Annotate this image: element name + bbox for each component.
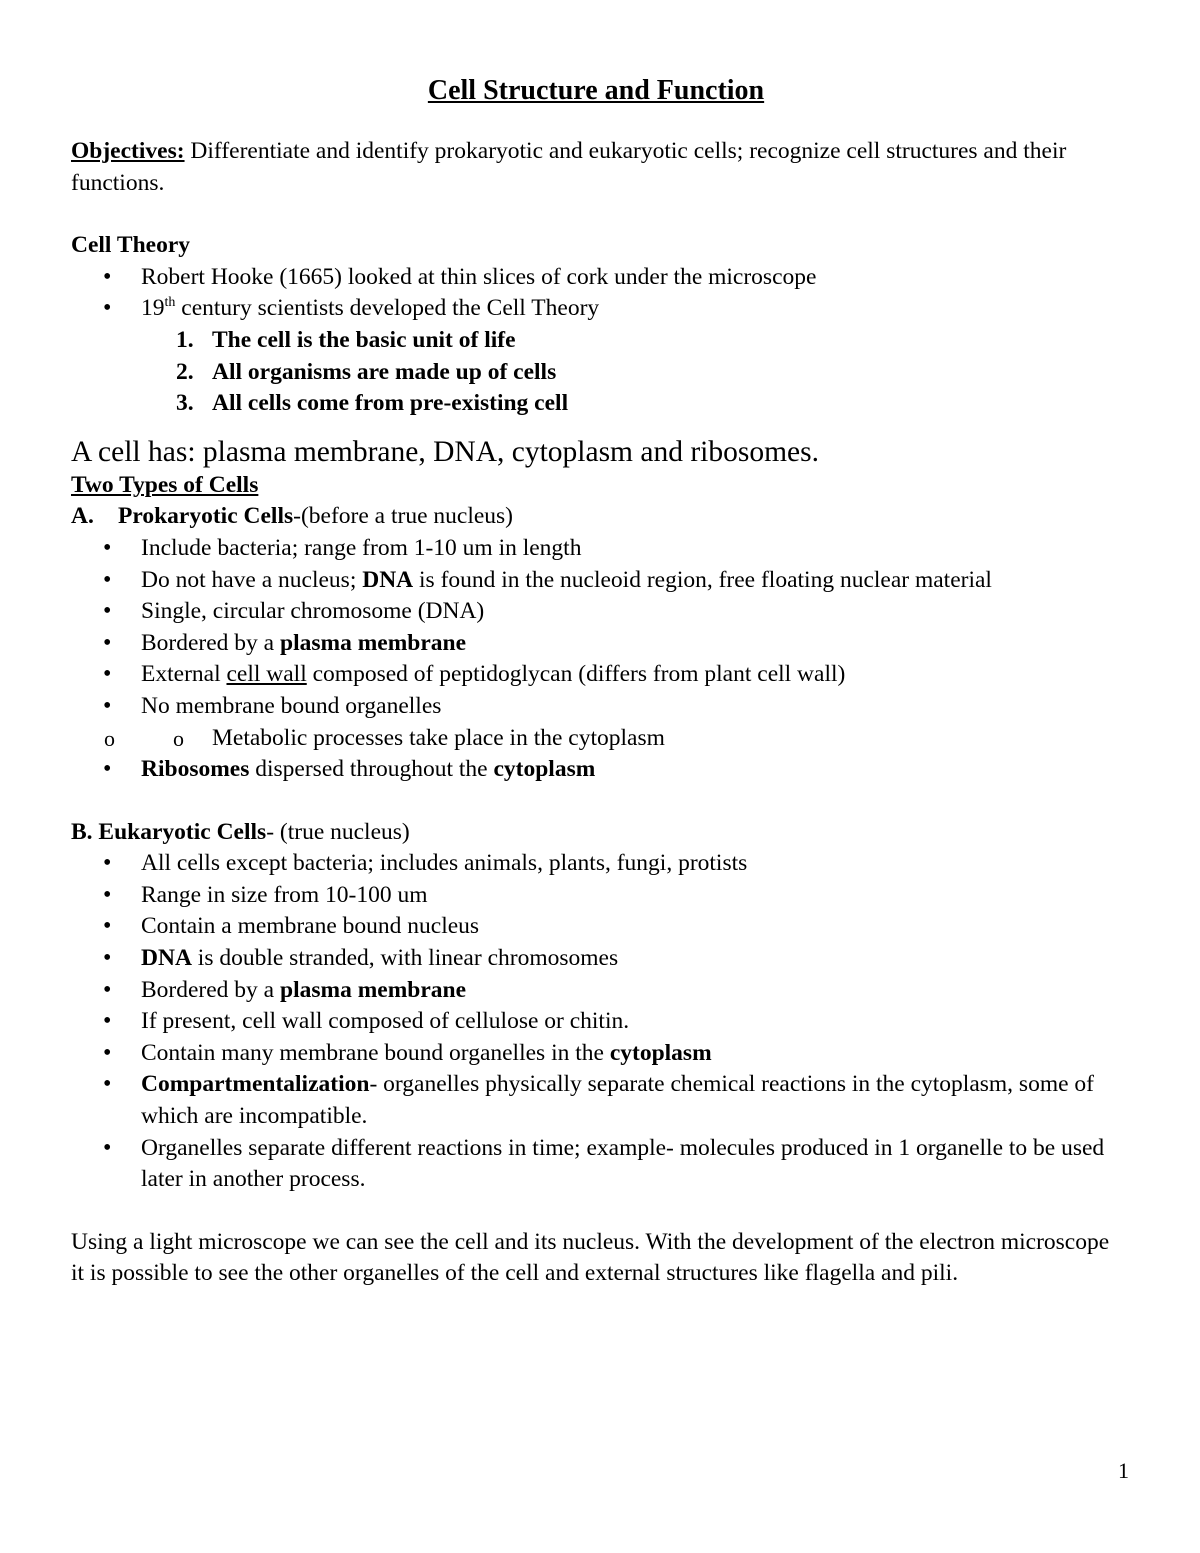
eukaryotic-bullets — [71, 848, 1121, 1196]
list-item: 1. The cell is the basic unit of life — [176, 326, 516, 353]
list-item: • All cells except bacteria; includes animals, plants, fungi, protists — [71, 848, 1121, 880]
eukaryotic-heading: B. Eukaryotic Cells- (true nucleus) — [71, 818, 410, 845]
list-item: • Bordered by a plasma membrane — [71, 628, 1121, 660]
objectives-text: Differentiate and identify prokaryotic and eukaryotic cells; recognize cell structures and their functions. — [71, 138, 1067, 196]
list-item: • No membrane bound organelles o o Metabolic processes take place in the cytoplasm — [71, 691, 1121, 754]
objectives-paragraph — [71, 136, 1121, 199]
list-item: • Compartmentalization- organelles physically separate chemical reactions in the cytoplasm, some of which are incompatible. — [71, 1069, 1121, 1132]
sub-list — [71, 723, 1121, 755]
cell-has-heading: A cell has: plasma membrane, DNA, cytoplasm and ribosomes. — [71, 435, 819, 468]
list-item: • Single, circular chromosome (DNA) — [71, 596, 1121, 628]
page-number: 1 — [1118, 1458, 1129, 1483]
prokaryotic-bullets — [71, 533, 1121, 786]
list-item: • Contain a membrane bound nucleus — [71, 911, 1121, 943]
list-item: • External cell wall composed of peptidoglycan (differs from plant cell wall) — [71, 659, 1121, 691]
list-item: • Ribosomes dispersed throughout the cytoplasm — [71, 754, 1121, 786]
document-page — [71, 72, 1121, 1290]
list-item: • Robert Hooke (1665) looked at thin slices of cork under the microscope — [71, 262, 1121, 294]
list-item: • Include bacteria; range from 1-10 um in length — [71, 533, 1121, 565]
page-title: Cell Structure and Function — [427, 75, 765, 106]
cell-theory-heading: Cell Theory — [71, 232, 191, 259]
list-item: 2. All organisms are made up of cells — [176, 358, 557, 385]
list-item: • 19th century scientists developed the Cell Theory — [71, 293, 1121, 325]
closing-paragraph: Using a light microscope we can see the cell and its nucleus. With the development of the electron microscope it is possible to see the other organelles of the cell and external structures like flagella and pili. — [71, 1228, 1110, 1287]
list-item: • Organelles separate different reactions in time; example- molecules produced in 1 organelle to be used later in another process. — [71, 1133, 1121, 1196]
objectives-label: Objectives: — [71, 138, 185, 164]
prokaryotic-heading: A. Prokaryotic Cells-(before a true nucleus) — [71, 503, 514, 530]
list-item: • Range in size from 10-100 um — [71, 880, 1121, 912]
cell-theory-points — [71, 325, 1121, 420]
list-item: • If present, cell wall composed of cellulose or chitin. — [71, 1006, 1121, 1038]
list-item: 3. All cells come from pre-existing cell — [176, 390, 569, 417]
list-item: • Contain many membrane bound organelles in the cytoplasm — [71, 1038, 1121, 1070]
list-item: • DNA is double stranded, with linear chromosomes — [71, 943, 1121, 975]
two-types-heading: Two Types of Cells — [71, 471, 259, 498]
cell-theory-bullets — [71, 262, 1121, 325]
list-item: • Do not have a nucleus; DNA is found in the nucleoid region, free floating nuclear material — [71, 565, 1121, 597]
list-item: • Bordered by a plasma membrane — [71, 975, 1121, 1007]
list-item: o o Metabolic processes take place in the cytoplasm — [71, 723, 1121, 755]
